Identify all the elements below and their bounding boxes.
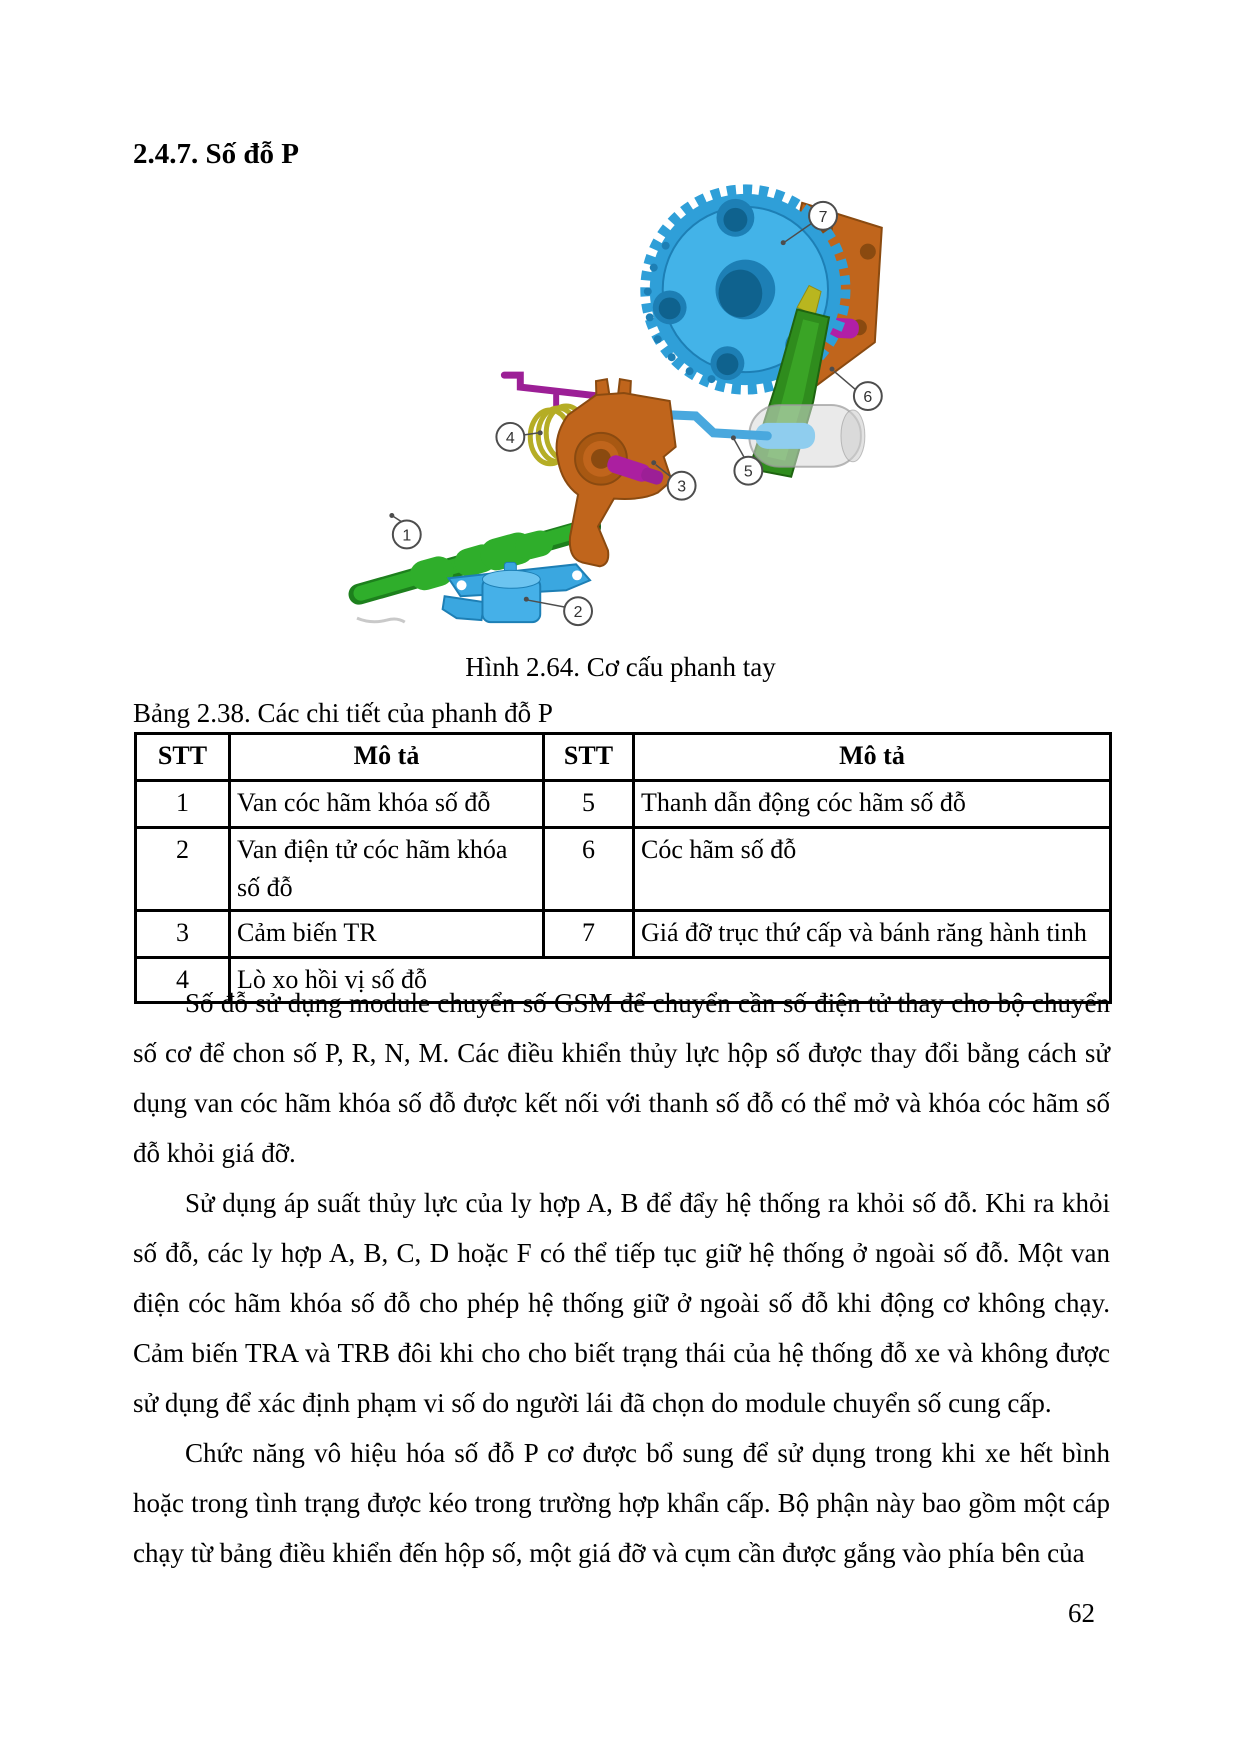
svg-text:2: 2 — [573, 604, 583, 622]
callout-4 — [496, 423, 542, 451]
table-header-row — [136, 734, 1111, 781]
svg-text:1: 1 — [402, 527, 412, 545]
body-text — [133, 978, 1110, 1578]
svg-text:7: 7 — [818, 208, 828, 226]
parking-mechanism-diagram — [298, 168, 890, 646]
section-heading: 2.4.7. Số đỗ P — [133, 138, 299, 170]
cell-desc: Thanh dẫn động cóc hãm số đỗ — [634, 781, 1111, 828]
header-mota-left: Mô tả — [230, 734, 544, 781]
table-caption: Bảng 2.38. Các chi tiết của phanh đỗ P — [133, 698, 553, 728]
header-stt-left: STT — [136, 734, 230, 781]
figure-caption: Hình 2.64. Cơ cấu phanh tay — [465, 652, 776, 682]
cell-desc: Van cóc hãm khóa số đỗ — [230, 781, 544, 828]
cell-no: 5 — [544, 781, 634, 828]
figure-parking-mechanism — [298, 168, 890, 646]
svg-text:4: 4 — [505, 429, 515, 447]
cell-desc: Lò xo hồi vị số đỗ — [230, 958, 1111, 1003]
callout-6 — [830, 367, 882, 410]
cell-no: 6 — [544, 828, 634, 911]
cell-desc: Giá đỡ trục thứ cấp và bánh răng hành tinh — [634, 911, 1111, 958]
table-row — [136, 911, 1111, 958]
cell-desc: Cóc hãm số đỗ — [634, 828, 1111, 911]
paragraph-2: Sử dụng áp suất thủy lực của ly hợp A, B để đẩy hệ thống ra khỏi số đỗ. Khi ra khỏi số đỗ, các ly hợp A, B, C, D hoặc F có thể tiếp tục giữ hệ thống ở ngoài số đỗ. Một van điện cóc hãm khóa số đỗ cho phép hệ thống giữ ở ngoài số đỗ khi động cơ không chạy. Cảm biến TRA và TRB đôi khi cho cho biết trạng thái của hệ thống đỗ xe và không được sử dụng để xác định phạm vi số do người lái đã chọn do module chuyển số cung cấp. — [133, 1188, 1110, 1418]
page-number: 62 — [1068, 1598, 1095, 1628]
svg-text:5: 5 — [743, 463, 753, 481]
cell-desc: Cảm biến TR — [230, 911, 544, 958]
svg-text:6: 6 — [863, 389, 873, 407]
table-row — [136, 828, 1111, 911]
paragraph-1: Số đỗ sử dụng module chuyển số GSM để chuyển cần số điện tử thay cho bộ chuyển số cơ để chon số P, R, N, M. Các điều khiển thủy lực hộp số được thay đổi bằng cách sử dụng van cóc hãm khóa số đỗ được kết nối với thanh số đỗ có thể mở và khóa cóc hãm số đỗ khỏi giá đỡ. — [133, 988, 1110, 1168]
scan-artifact — [357, 618, 405, 622]
cell-desc: Van điện tử cóc hãm khóa số đỗ — [230, 828, 544, 911]
table-row — [136, 781, 1111, 828]
cell-no: 3 — [136, 911, 230, 958]
callout-1 — [389, 513, 420, 548]
header-stt-right: STT — [544, 734, 634, 781]
cell-no: 4 — [136, 958, 230, 1003]
cell-no: 2 — [136, 828, 230, 911]
parts-table — [134, 732, 1112, 1004]
cell-no: 1 — [136, 781, 230, 828]
header-mota-right: Mô tả — [634, 734, 1111, 781]
paragraph-3: Chức năng vô hiệu hóa số đỗ P cơ được bổ sung để sử dụng trong khi xe hết bình hoặc trong tình trạng được kéo trong trường hợp khẩn cấp. Bộ phận này bao gồm một cáp chạy từ bảng điều khiển đến hộp số, một giá đỡ và cụm cần được gắng vào phía bên của — [133, 1438, 1110, 1568]
svg-text:3: 3 — [677, 478, 687, 496]
cell-no: 7 — [544, 911, 634, 958]
